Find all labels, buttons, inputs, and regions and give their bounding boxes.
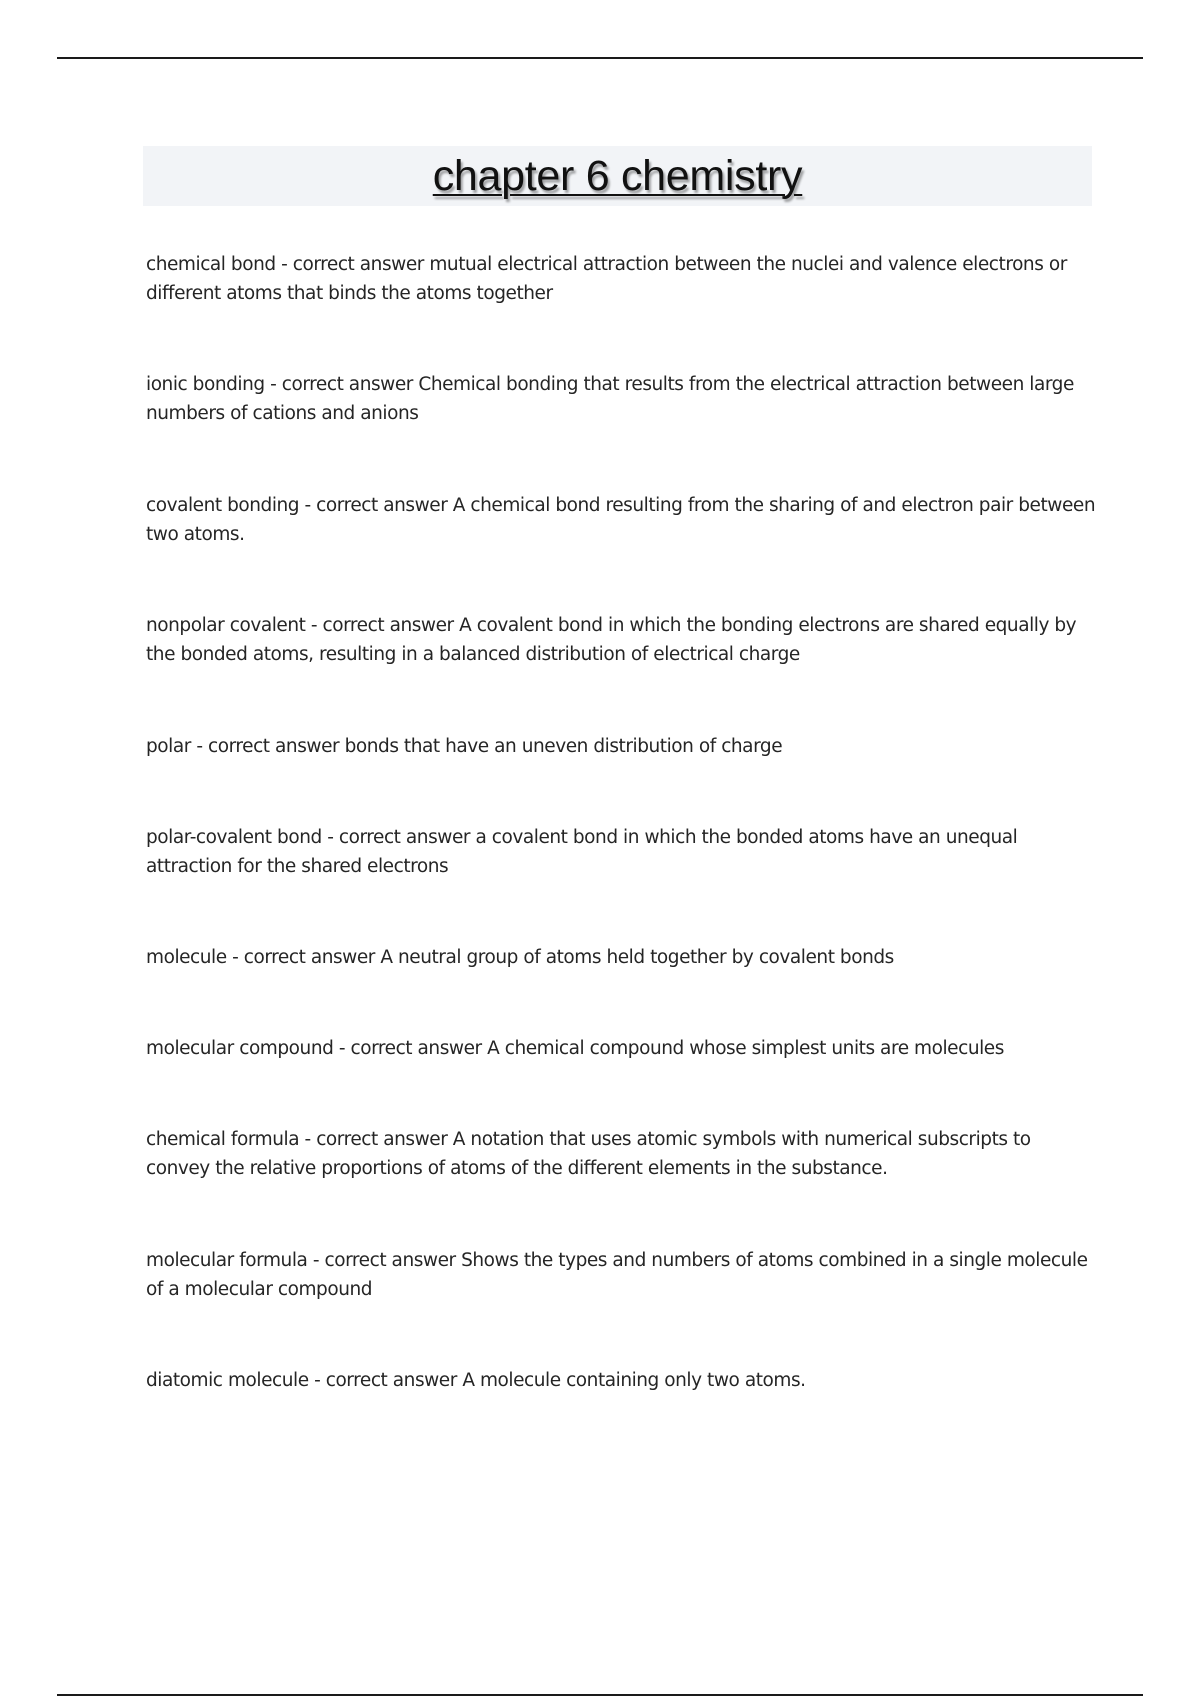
definition-entry: ionic bonding - correct answer Chemical bonding that results from the electrical attraction between large numbers of cations and anions — [146, 374, 1074, 424]
definition-entry: chemical formula - correct answer A notation that uses atomic symbols with numerical subscripts to convey the relative proportions of atoms of the different elements in the substance. — [146, 1129, 1031, 1179]
definition-entry: polar-covalent bond - correct answer a covalent bond in which the bonded atoms have an unequal attraction for the shared electrons — [146, 827, 1018, 877]
top-rule — [57, 57, 1143, 59]
definition-entry: molecular formula - correct answer Shows the types and numbers of atoms combined in a single molecule of a molecular compound — [146, 1250, 1088, 1300]
definition-entry: chemical bond - correct answer mutual electrical attraction between the nuclei and valence electrons or different atoms that binds the atoms together — [146, 254, 1067, 304]
definition-entry: polar - correct answer bonds that have an uneven distribution of charge — [146, 736, 783, 757]
definition-entry: covalent bonding - correct answer A chemical bond resulting from the sharing of and electron pair between two atoms. — [146, 495, 1096, 545]
bottom-rule — [57, 1694, 1143, 1696]
definition-entry: molecule - correct answer A neutral group of atoms held together by covalent bonds — [146, 947, 894, 968]
title-band — [143, 146, 1092, 206]
definition-entry: diatomic molecule - correct answer A molecule containing only two atoms. — [146, 1370, 806, 1391]
definition-entry: nonpolar covalent - correct answer A covalent bond in which the bonding electrons are shared equally by the bonded atoms, resulting in a balanced distribution of electrical charge — [146, 615, 1077, 665]
definition-entry: molecular compound - correct answer A chemical compound whose simplest units are molecules — [146, 1038, 1004, 1059]
page-title: chapter 6 chemistry — [432, 151, 803, 200]
